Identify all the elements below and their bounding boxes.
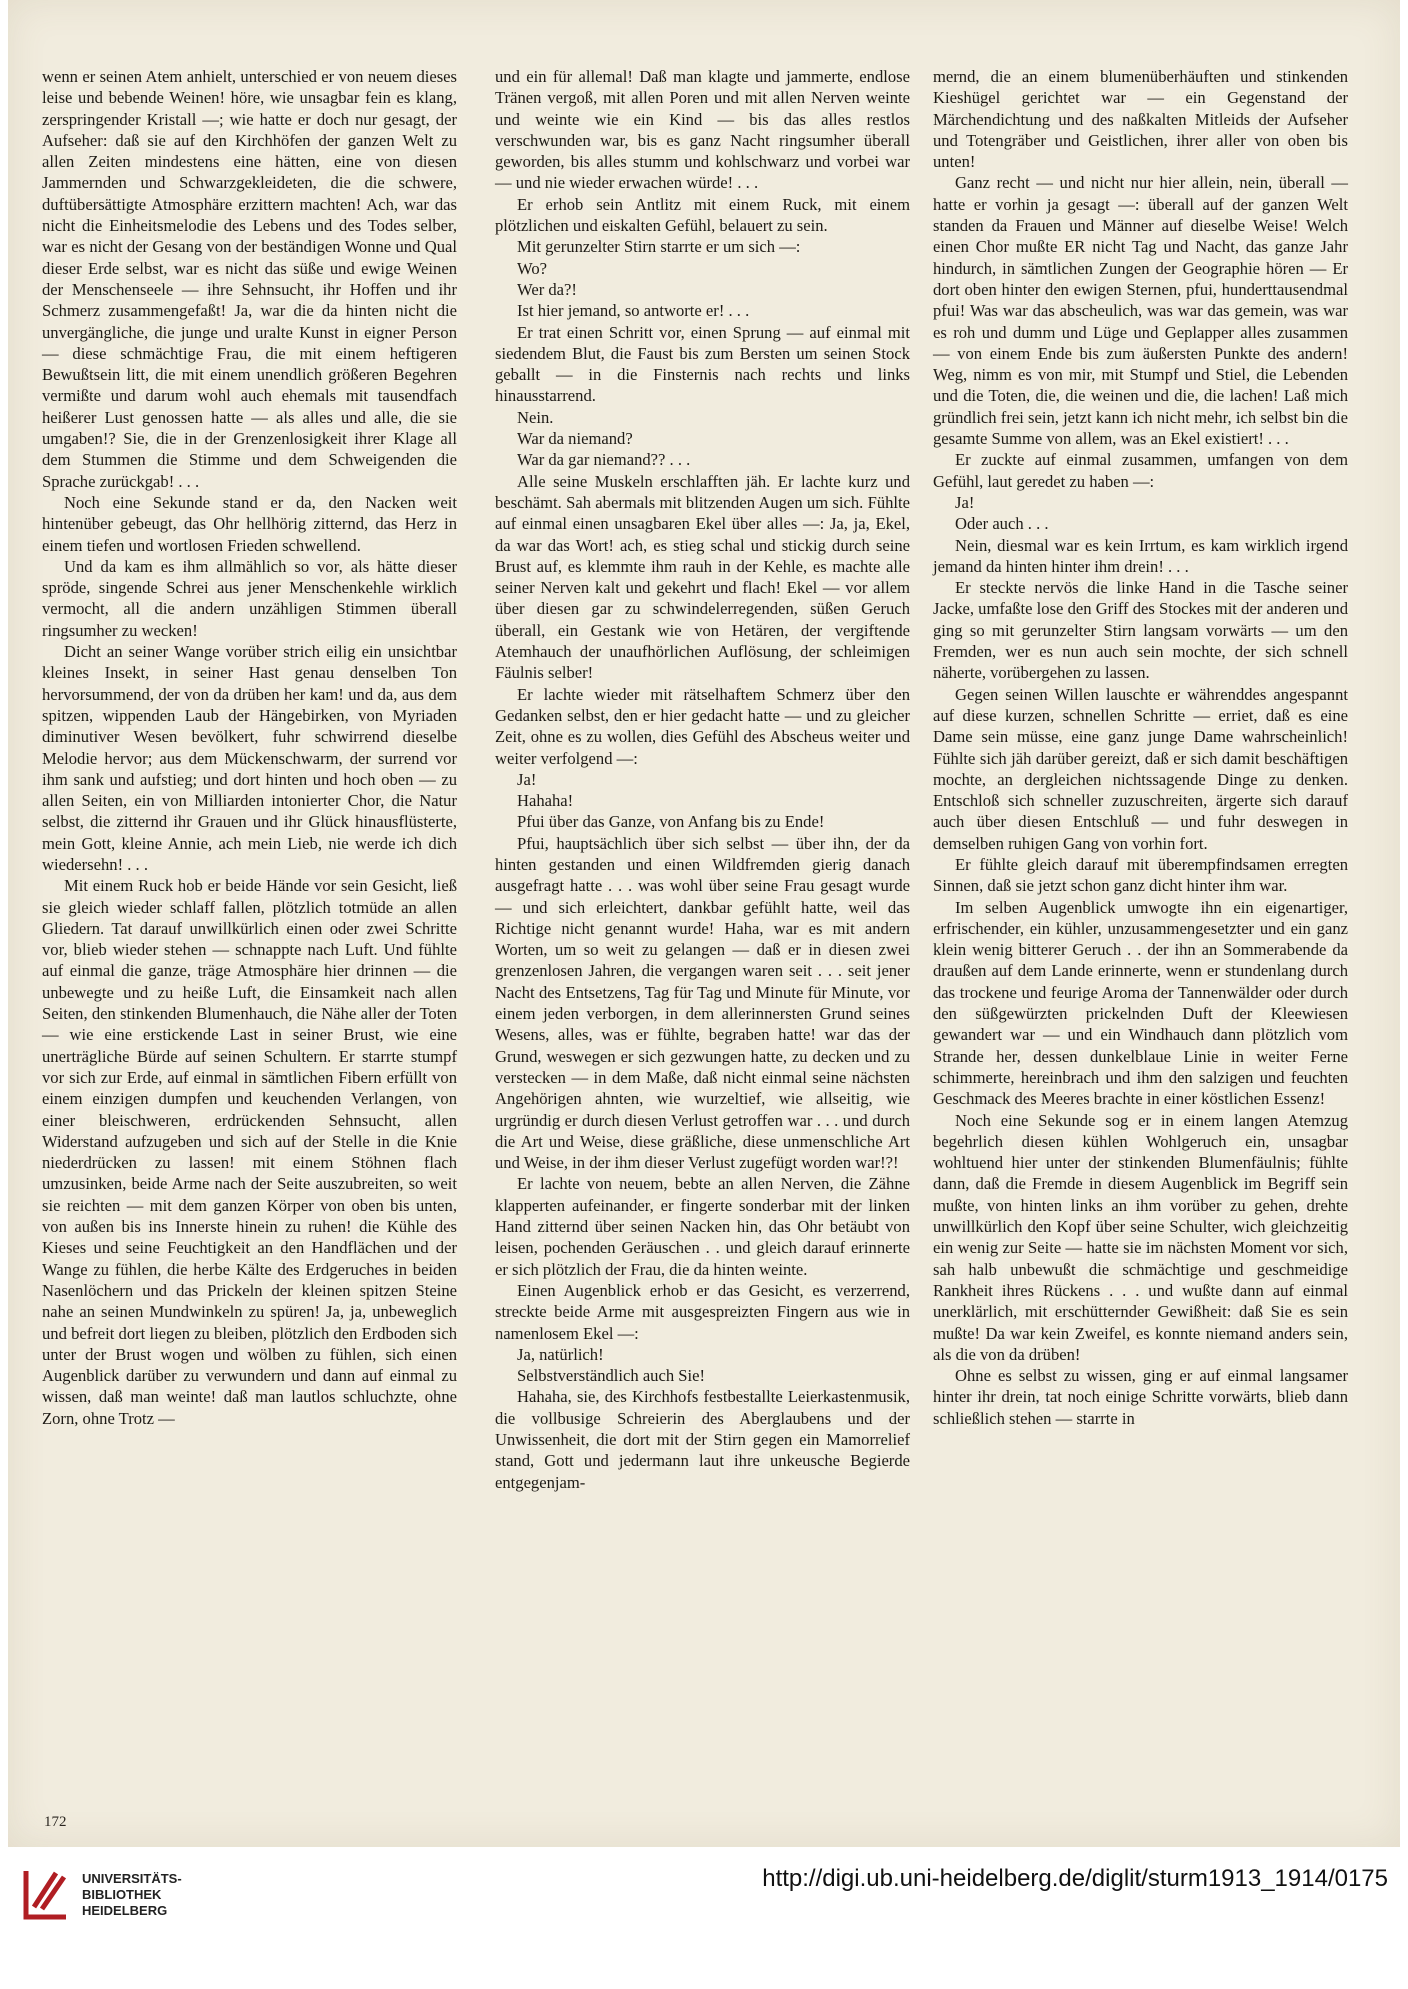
paragraph: Er steckte nervös die linke Hand in die Tasche seiner Jacke, umfaßte lose den Griff des Stockes mit der anderen und ging so mit gerunzelter Stirn langsam vorwärts — um den Fremden, wer es nun auch sein mochte, der sich schnell näherte, vorübergehen zu lassen. [933, 578, 1348, 683]
paragraph: Er lachte von neuem, bebte an allen Nerven, die Zähne klapperten aufeinander, er fingerte sonderbar mit der linken Hand zitternd über seinen Nacken hin, das Ohr betäubt von leisen, pochenden Geräuschen . . und gleich darauf erinnerte er sich plötzlich der Frau, die da hinten weinte. [495, 1174, 910, 1279]
paragraph: Hahaha! [517, 791, 574, 811]
paragraph: Wer da?! [517, 279, 577, 299]
paragraph: Selbstverständlich auch Sie! [517, 1366, 706, 1386]
paragraph: Ja! [955, 492, 975, 512]
library-name-line: UNIVERSITÄTS- [82, 1871, 182, 1886]
paragraph: Er zuckte auf einmal zusammen, umfangen von dem Gefühl, laut geredet zu haben —: [933, 450, 1348, 491]
paragraph: Hahaha, sie, des Kirchhofs festbestallte Leierkastenmusik, die vollbusige Schreierin des Aberglaubens und der Unwissenheit, die dort mit der Stirn gegen ein Mamorrelief stand, Gott und jedermann laut ihre unkeusche Begierde entgegenjam- [495, 1387, 910, 1492]
scanned-page [8, 0, 1400, 1847]
paragraph: Ist hier jemand, so antworte er! . . . [517, 301, 750, 321]
paragraph: Nein. [517, 407, 554, 427]
paragraph: Oder auch . . . [955, 514, 1049, 534]
paragraph: Gegen seinen Willen lauschte er währenddes angespannt auf diese kurzen, schnellen Schritte — erriet, daß es eine Dame sein müsse, eine ganz junge Dame wahrscheinlich! Fühlte sich jäh darüber gereizt, daß er sich damit beschäftigen mochte, an dergleichen nichtssagende Dinge zu denken. Entschloß sich schneller zuzuschreiten, ärgerte sich darauf auch über diesen Entschluß — und fuhr deswegen in demselben ruhigen Gang von vorhin fort. [933, 684, 1348, 853]
paragraph: Wo? [517, 258, 547, 278]
paragraph: Ja, natürlich! [517, 1344, 604, 1364]
paragraph: Im selben Augenblick umwogte ihn ein eigenartiger, erfrischender, ein kühler, unzusammengesetzter und ein ganz klein wenig bitterer Geruch . . der ihn an Sommerabende da draußen auf dem Lande erinnerte, wenn er stundenlang durch das trockene und feurige Aroma der Tannenwälder oder durch den süßgewürzten prickelnden Duft der Kleewiesen gewandert war — und ein Windhauch dann plötzlich vom Strande her, dessen dunkelblaue Linie in weiter Ferne schimmerte, hereinbrach und ihm den salzigen und feuchten Geschmack des Meeres brachte in einer köstlichen Essenz! [933, 897, 1348, 1109]
paragraph: Er fühlte gleich darauf mit überempfindsamen erregten Sinnen, daß sie jetzt schon ganz dicht hinter ihm war. [933, 854, 1348, 896]
paragraph: Mit einem Ruck hob er beide Hände vor sein Gesicht, ließ sie gleich wieder schlaff fallen, plötzlich totmüde an allen Gliedern. Tat darauf unwillkürlich einen oder zwei Schritte vor, blieb wieder stehen — schnappte nach Luft. Und fühlte auf einmal die ganze, träge Atmosphäre hier drinnen — die unbewegte und zu heiße Luft, die Einsamkeit nach allen Seiten, den stinkenden Blumenhauch, die Nähe aller der Toten — wie eine erstickende Last in seiner Brust, wie eine unerträgliche Bürde auf seinen Schultern. Er starrte stumpf vor sich zur Erde, auf einmal in sämtlichen Fibern erfüllt von einem einzigen dumpfen und keuchenden Verlangen, von einer bleischweren, erdrückenden Sehnsucht, allen Widerstand aufzugeben und sich auf der Stelle in die Knie niederdrücken zu lassen! mit einem Stöhnen flach umzusinken, beide Arme nach der Seite auszubreiten, so weit sie reichten — mit dem ganzen Körper von oben bis unten, von außen bis ins Innerste hinein zu ruhen! die Kühle des Kieses und seine Feuchtigkeit an den Handflächen und der Wange zu fühlen, die herbe Kälte des Erdgeruches in beiden Nasenlöchern und das Prickeln der kleinen spitzen Steine nahe an seinen Mundwinkeln zu spüren! Ja, ja, unbeweglich und befreit dort liegen zu bleiben, plötzlich den Erdboden sich unter der Brust wogen und wölben zu fühlen, sich einen Augenblick darüber zu verwundern und dann auf einmal zu wissen, daß man weinte! daß man lautlos schluchzte, ohne Zorn, ohne Trotz — [42, 876, 457, 1428]
paragraph: Ja! [517, 769, 537, 789]
paragraph: und ein für allemal! Daß man klagte und jammerte, endlose Tränen vergoß, mit allen Poren und mit allen Nerven weinte und weinte wie ein Kind — bis das alles restlos verschwunden war, bis es ganz Nacht ringsumher überall geworden, bis alles stumm und kohlschwarz und vorbei war — und nie wieder erwachen würde! . . . [495, 67, 910, 193]
paragraph: Er trat einen Schritt vor, einen Sprung — auf einmal mit siedendem Blut, die Faust bis zum Bersten um seinen Stock geballt — in die Finsternis nach rechts und links hinausstarrend. [495, 322, 910, 406]
paragraph: War da niemand? [517, 429, 633, 449]
paragraph: wenn er seinen Atem anhielt, unterschied er von neuem dieses leise und bebende Weinen! höre, wie unsagbar fein es klang, zerspringender Kristall —; wie hatte er doch nur gesagt, der Aufseher: daß sie auf den Kirchhöfen der ganzen Welt zu allen Zeiten mindestens eine hätten, eine von diesen Jammernden und Schwarzgekleideten, die die schwere, duftübersättigte Atmosphäre erzittern machten! Ach, war das nicht die Einheitsmelodie des Lebens und des Todes selber, war es nicht der Gesang von der beständigen Wonne und Qual dieser Erde selbst, war es nicht das süße und ewige Weinen der Menschenseele — ihre Sehnsucht, ihr Hoffen und ihr Schmerz zusammengefaßt! Ja, war die da hinten nicht die unvergängliche, die junge und uralte Kunst in eigner Person — diese schmächtige Frau, die mit einem heftigeren Bewußtsein litt, die mit einem unendlich größeren Begehren vermißte und darum wohl auch ehemals mit tausendfach heißerer Lust genossen hatte — als alles und alle, die sie umgaben!? Sie, die in der Grenzenlosigkeit ihrer Klage all dem Stummen die Stimme und dem Schweigenden die Sprache zurückgab! . . . [42, 67, 457, 491]
paragraph: mernd, die an einem blumenüberhäuften und stinkenden Kieshügel gerichtet war — ein Gegenstand der Märchendichtung und des naßkalten Mitleids der Aufseher und Totengräber und Geistlichen, ihrer aller von oben bis unten! [933, 67, 1348, 172]
paragraph: Einen Augenblick erhob er das Gesicht, es verzerrend, streckte beide Arme mit ausgespreizten Fingern aus wie in namenlosem Ekel —: [495, 1280, 910, 1343]
paragraph: Mit gerunzelter Stirn starrte er um sich —: [517, 237, 801, 257]
paragraph: Er erhob sein Antlitz mit einem Ruck, mit einem plötzlichen und eiskalten Gefühl, belauert zu sein. [495, 194, 910, 236]
text-column-2 [495, 66, 910, 1493]
paragraph: Alle seine Muskeln erschlafften jäh. Er lachte kurz und beschämt. Sah abermals mit blitzenden Augen um sich. Fühlte auf einmal einen unsagbaren Ekel über alles —: Ja, ja, Ekel, da war das Wort! ach, es stieg schal und stickig durch seine Brust auf, es klemmte ihm rauh in der Kehle, es machte alle seiner Nerven kalt und gekehrt und flach! Ekel — vor allem über diesen gar zu schwindelerregenden, süßen Geruch überall, ein Gestank wie von Hetären, der vergiftende Atemhauch der unaufhörlichen Auflösung, der schleimigen Fäulnis selber! [495, 471, 910, 683]
library-name-line: BIBLIOTHEK [82, 1887, 162, 1902]
library-footer [0, 1847, 1408, 1989]
library-logo-icon[interactable] [20, 1865, 72, 1923]
paragraph: Nein, diesmal war es kein Irrtum, es kam wirklich irgend jemand da hinten hinter ihm drein! . . . [933, 535, 1348, 576]
paragraph: Ohne es selbst zu wissen, ging er auf einmal langsamer hinter ihr drein, tat noch einige Schritte vorwärts, blieb dann schließlich stehen — starrte in [933, 1366, 1348, 1428]
paragraph: Und da kam es ihm allmählich so vor, als hätte dieser spröde, singende Schrei aus jener Menschenkehle wirklich vermocht, all die andern unzähligen Stimmen überall ringsumher zu wecken! [42, 556, 457, 640]
paragraph: Dicht an seiner Wange vorüber strich eilig ein unsichtbar kleines Insekt, in seiner Hast genau denselben Ton hervorsummend, der von da drüben her kam! und da, aus dem spitzen, wippenden Laub der Hängebirken, von Myriaden diminutiver Wesen bevölkert, fuhr schwirrend dieselbe Melodie hervor; aus dem Mückenschwarm, der surrend vor ihm sank und aufstieg; und dort hinten und hoch oben — zu allen Seiten, ein von Milliarden intonierter Chor, die Natur selbst, die zitternd ihr Grauen und ihr Glück hinausflüsterte, mein Gott, kleine Annie, ach mein Lieb, nie werde ich dich wiedersehn! . . . [42, 642, 457, 874]
page-number: 172 [44, 1814, 67, 1830]
source-url-link[interactable]: http://digi.ub.uni-heidelberg.de/diglit/sturm1913_1914/0175 [762, 1865, 1388, 1892]
paragraph: Noch eine Sekunde stand er da, den Nacken weit hintenüber gebeugt, das Ohr hellhörig zitternd, das Herz in einem tiefen und wortlosen Frieden schwellend. [42, 492, 457, 555]
library-name-line: HEIDELBERG [82, 1903, 168, 1918]
text-column-3 [933, 66, 1348, 1429]
library-name[interactable] [82, 1871, 182, 1919]
paragraph: Noch eine Sekunde sog er in einem langen Atemzug begehrlich diesen kühlen Wohlgeruch ein, unsagbar wohltuend hier unter der stinkenden Blumenfäulnis; fühlte dann, daß die Fremde in diesem Augenblick im Begriff sein mußte, von hinten links an ihm vorüber zu gehen, drehte unwillkürlich den Kopf über seine Schulter, wich gleichzeitig ein wenig zur Seite — hatte sie im nächsten Moment vor sich, sah halb unbewußt die schmächtige und geschmeidige Rankheit ihres Rückens . . . und wußte dann auf einmal unerklärlich, mit erschütternder Gewißheit: daß Sie es sein mußte! Da war kein Zweifel, es konnte niemand anders sein, als die von da drüben! [933, 1110, 1348, 1364]
paragraph: Pfui, hauptsächlich über sich selbst — über ihn, der da hinten gestanden und einen Wildfremden gierig danach ausgefragt hatte . . . was wohl über seine Frau gesagt wurde — und sich erleichtert, dankbar gefühlt hatte, weil das Richtige nicht genannt wurde! Haha, war es mit andern Worten, um so weit zu gelangen — daß er in diesen zwei grenzenlosen Jahren, die vergangen waren seit . . . seit jener Nacht des Entsetzens, Tag für Tag und Minute für Minute, vor einem jeden verborgen, in dem allerinnersten Grund seines Wesens, alles, was er fühlte, begraben hatte! war das der Grund, weswegen er sich gezwungen hatte, zu decken und zu verstecken — in dem Maße, daß nicht einmal seine nächsten Angehörigen ahnten, wie wurzeltief, wie allseitig, wie urgründig er durch diesen Verlust getroffen war . . . und durch die Art und Weise, diese gräßliche, diese unmenschliche Art und Weise, in der ihm dieser Verlust zugefügt worden war!?! [495, 833, 910, 1173]
text-column-1 [42, 66, 457, 1429]
paragraph: War da gar niemand?? . . . [517, 450, 691, 470]
paragraph: Ganz recht — und nicht nur hier allein, nein, überall — hatte er vorhin ja gesagt —: überall auf der ganzen Welt standen da Frauen und Männer auf dieselbe Weise! Welch einen Chor mußte ER nicht Tag und Nacht, das ganze Jahr hindurch, in sämtlichen Zungen der Geographie hören — Er dort oben hinter den ewigen Sternen, pfui, hunderttausendmal pfui! Was war das abscheulich, was war das gemein, was war es roh und dumm und Lüge und Geplapper alles zusammen — von einem Ende bis zum äußersten Punkte des andern! Weg, nimm es von mir, mit Stumpf und Stiel, die Lebenden und die Toten, die, die weinen und die, die lachen! Laß mich gründlich frei sein, jetzt kann ich nicht mehr, ich selbst bin die gesamte Summe von allem, was an Ekel existiert! . . . [933, 173, 1348, 449]
paragraph: Er lachte wieder mit rätselhaftem Schmerz über den Gedanken selbst, den er hier gedacht hatte — und zu gleicher Zeit, ohne es zu wollen, dies Gefühl des Abscheus weiter und weiter verfolgend —: [495, 684, 910, 768]
paragraph: Pfui über das Ganze, von Anfang bis zu Ende! [517, 812, 825, 832]
